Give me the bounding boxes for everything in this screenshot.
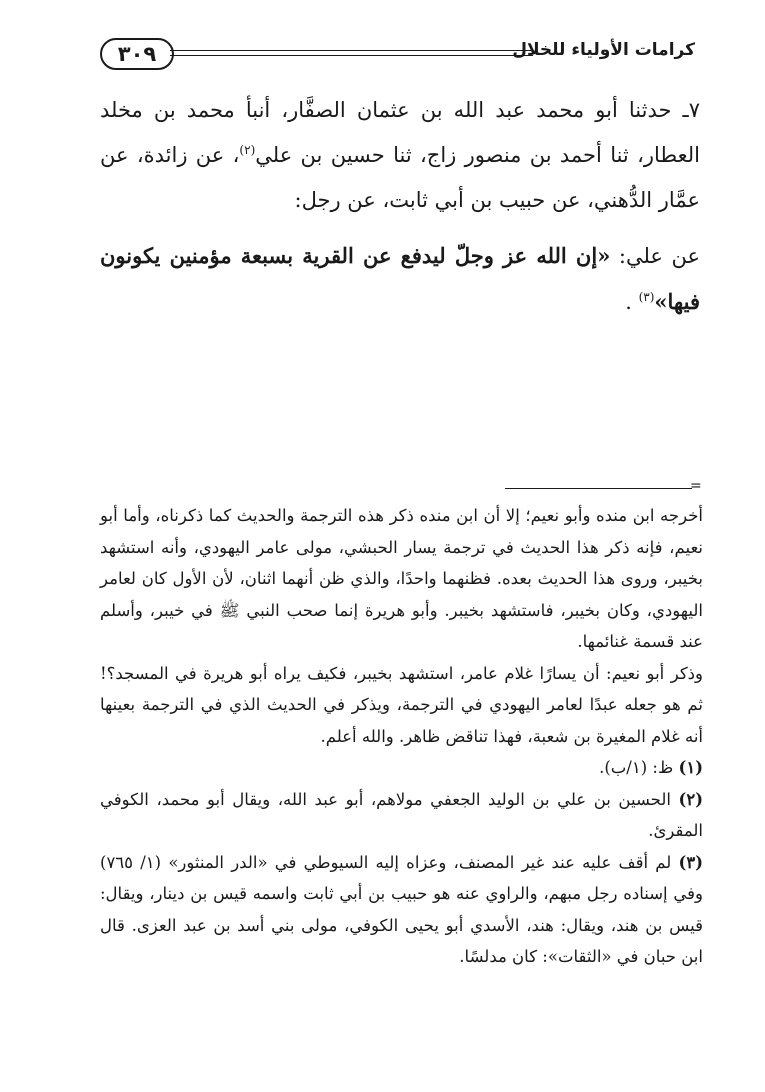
header-rule-double [170,55,533,56]
isnad-line: العطار، ثنا أحمد بن منصور زاج، ثنا حسين بن علي [255,143,701,167]
matn-paragraph [100,233,700,325]
footnote-ref-3[interactable]: (٣) [638,290,655,304]
footnote-continuation: وذكر أبو نعيم: أن يسارًا غلام عامر، استشهد بخيبر، فكيف يراه أبو هريرة في المسجد؟! ثم هو جعله عبدًا لعامر اليهودي في الترجمة، ويذكر في الحديث الذي في الترجمة بعينها أنه غلام المغيرة بن شعبة، فهذا تناقض ظاهر. والله أعلم. [100,663,703,746]
isnad-paragraph [100,88,700,223]
footnote-separator [505,488,692,489]
footnote-1 [100,752,703,784]
isnad-line: ٧ـ حدثنا أبو محمد عبد الله بن عثمان الصفَّار، أنبأ محمد بن مخلد [100,98,700,122]
footnote-2 [100,784,703,847]
page-number: ٣٠٩ [100,38,174,70]
isnad-line: عمَّار الدُّهني، عن حبيب بن أبي ثابت، عن رجل: [294,188,700,212]
footnote-text: لم أقف عليه عند غير المصنف، وعزاه إليه السيوطي في «الدر المنثور» (١/ ٧٦٥) وفي إسناده رجل مبهم، والراوي عنه هو حبيب بن أبي ثابت واسمه قيس بن دينار، ويقال: قيس بن هند، ويقال: هند، الأسدي أبو يحيى الكوفي، مولى بني أسد بن عبد العزى. قال ابن حبان في «الثقات»: كان مدلسًا. [100,852,703,966]
matn-lead: عن علي: [610,244,700,268]
continuation-mark: = [690,478,702,494]
matn-end: . [625,290,639,314]
footnote-text: الحسين بن علي بن الوليد الجعفي مولاهم، أبو عبد الله، ويقال أبو محمد، الكوفي المقرئ. [100,789,703,840]
footnotes [100,500,703,973]
footnote-3 [100,847,703,973]
footnote-ref-2[interactable]: (٢) [239,143,256,157]
footnote-number: (١) [678,758,703,777]
footnote-text: ظ: (١/ب). [599,758,679,777]
hadith-text: «إن الله عز وجلّ ليدفع عن القرية بسبعة مؤمنين يكونون فيها» [100,243,700,314]
footnote-number: (٢) [678,789,703,809]
isnad-line: ، عن زائدة، عن [100,143,240,167]
book-title: كرامات الأولياء للخلال [512,40,695,60]
main-text [100,88,700,325]
footnote-continuation: أخرجه ابن منده وأبو نعيم؛ إلا أن ابن منده ذكر هذه الترجمة والحديث كما ذكرناه، وأما أبو نعيم، فإنه ذكر هذا الحديث في ترجمة يسار الحبشي، مولى عامر اليهودي، وأنه استشهد بخيبر، وروى هذا الحديث بعده. فظنهما واحدًا، والذي ظن أنهما اثنان، لأن الأول كان لعامر اليهودي، وكان بخيبر، فاستشهد بخيبر. وأبو هريرة إنما صحب النبي ﷺ في خيبر، وأسلم عند قسمة غنائمها. [100,506,703,651]
footnote-number: (٣) [678,852,703,872]
running-header [100,30,695,70]
header-rule [170,50,533,51]
